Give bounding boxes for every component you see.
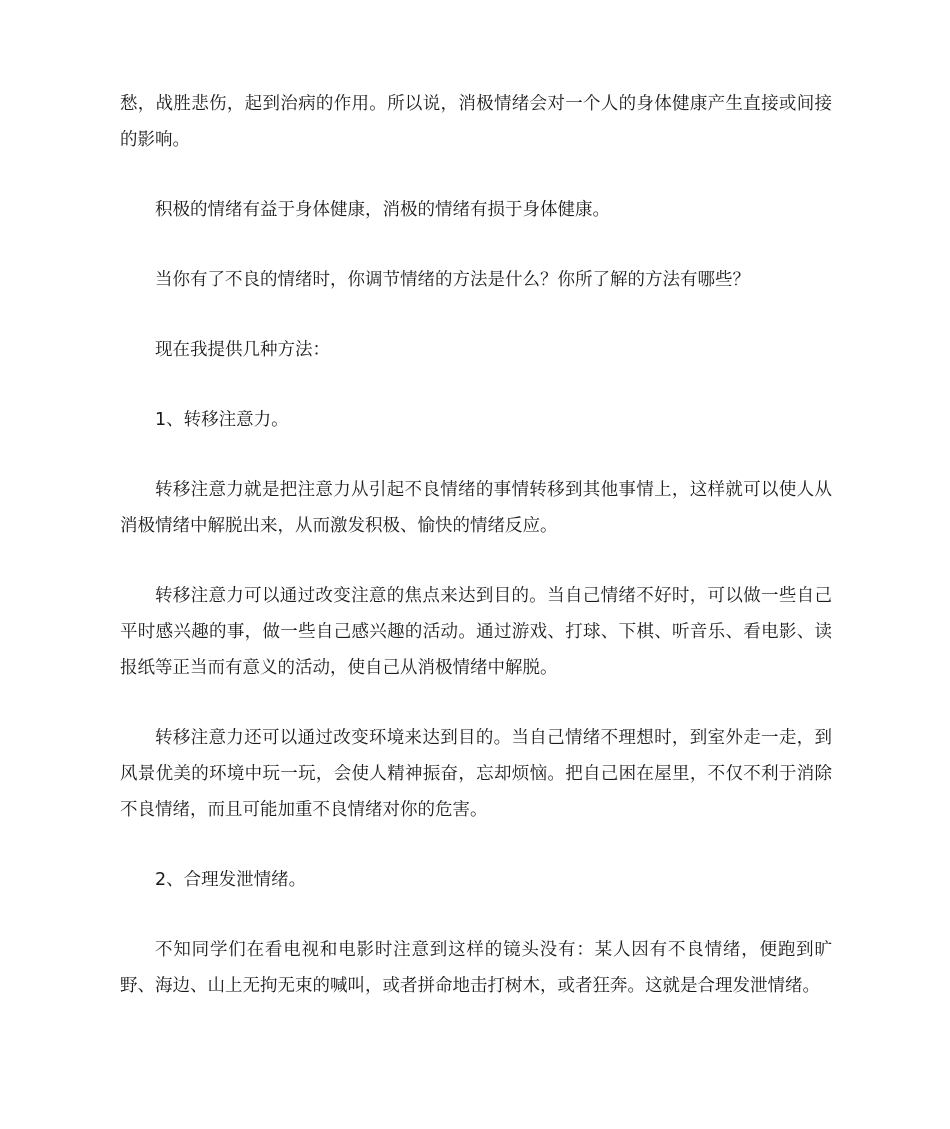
- paragraph: 积极的情绪有益于身体健康，消极的情绪有损于身体健康。: [155, 200, 610, 220]
- section-heading: 1、转移注意力。: [155, 410, 289, 430]
- section-heading: 2、合理发泄情绪。: [155, 870, 307, 890]
- document-page: [120, 86, 832, 1038]
- paragraph-continued: 愁，战胜悲伤，起到治病的作用。所以说，消极情绪会对一个人的身体健康产生直接或间接的影响。: [120, 94, 832, 150]
- paragraph: 当你有了不良的情绪时，你调节情绪的方法是什么？你所了解的方法有哪些？: [155, 270, 750, 290]
- paragraph: 不知同学们在看电视和电影时注意到这样的镜头没有：某人因有不良情绪，便跑到旷野、海边、山上无拘无束的喊叫，或者拼命地击打树木，或者狂奔。这就是合理发泄情绪。: [120, 940, 832, 996]
- paragraph: 转移注意力可以通过改变注意的焦点来达到目的。当自己情绪不好时，可以做一些自己平时感兴趣的事，做一些自己感兴趣的活动。通过游戏、打球、下棋、听音乐、看电影、读报纸等正当而有意义的活动，使自己从消极情绪中解脱。: [120, 586, 832, 678]
- paragraph: 转移注意力就是把注意力从引起不良情绪的事情转移到其他事情上，这样就可以使人从消极情绪中解脱出来，从而激发积极、愉快的情绪反应。: [120, 480, 832, 536]
- paragraph: 现在我提供几种方法：: [155, 340, 330, 360]
- paragraph: 转移注意力还可以通过改变环境来达到目的。当自己情绪不理想时，到室外走一走，到风景优美的环境中玩一玩，会使人精神振奋，忘却烦恼。把自己困在屋里，不仅不利于消除不良情绪，而且可能加重不良情绪对你的危害。: [120, 728, 832, 820]
